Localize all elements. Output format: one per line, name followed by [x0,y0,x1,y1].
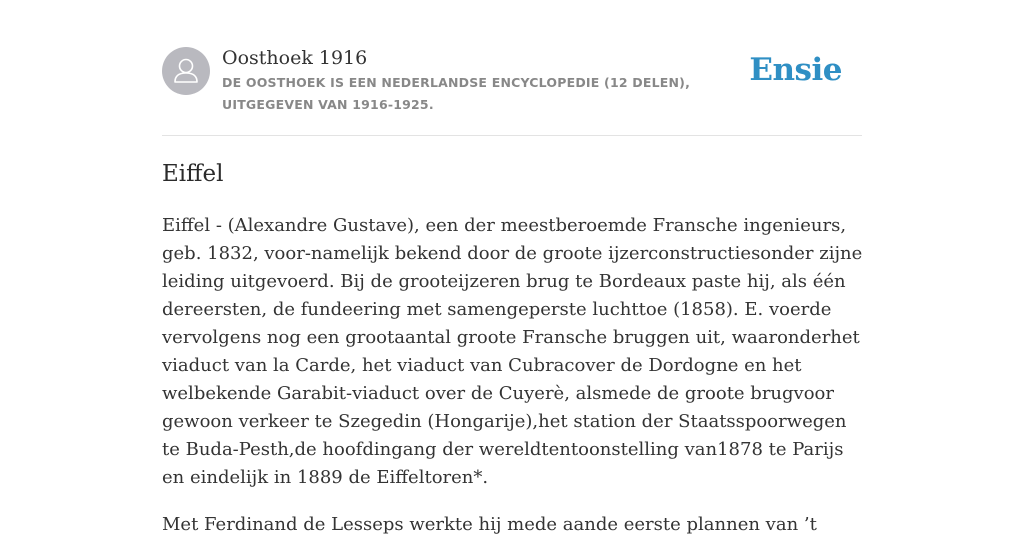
entry-paragraph: Met Ferdinand de Lesseps werkte hij mede aande eerste plannen van ’t [162,514,817,535]
source-header [162,0,862,136]
source-title[interactable]: Oosthoek 1916 [222,47,368,69]
avatar[interactable] [162,47,210,95]
entry-paragraph: Eiffel - (Alexandre Gustave), een der meestberoemde Fransche ingenieurs, geb. 1832, voor-namelijk bekend door de groote ijzerconstructiesonder zijne leiding uitgevoerd. Bij de grooteijzeren brug te Bordeaux paste hij, als één dereersten, de fundeering met samengeperste luchttoe (1858). E. voerde vervolgens nog een grootaantal groote Fransche bruggen uit, waaronderhet viaduct van la Carde, het viaduct van Cubracover de Dordogne en het welbekende Garabit-viaduct over de Cuyerè, alsmede de groote brugvoor gewoon verkeer te Szegedin (Hongarije),het station der Staatsspoorwegen te Buda-Pesth,de hoofdingang der wereldtentoonstelling van1878 te Parijs en eindelijk in 1889 de Eiffeltoren*. [162,215,863,488]
page-title: Eiffel [162,161,224,187]
brand-logo[interactable]: Ensie [749,52,842,88]
article-page [162,0,863,535]
entry-body [162,212,864,558]
source-description: DE OOSTHOEK IS EEN NEDERLANDSE ENCYCLOPEDIE (12 DELEN), UITGEGEVEN VAN 1916-1925. [222,75,691,112]
user-silhouette-icon [162,47,210,95]
